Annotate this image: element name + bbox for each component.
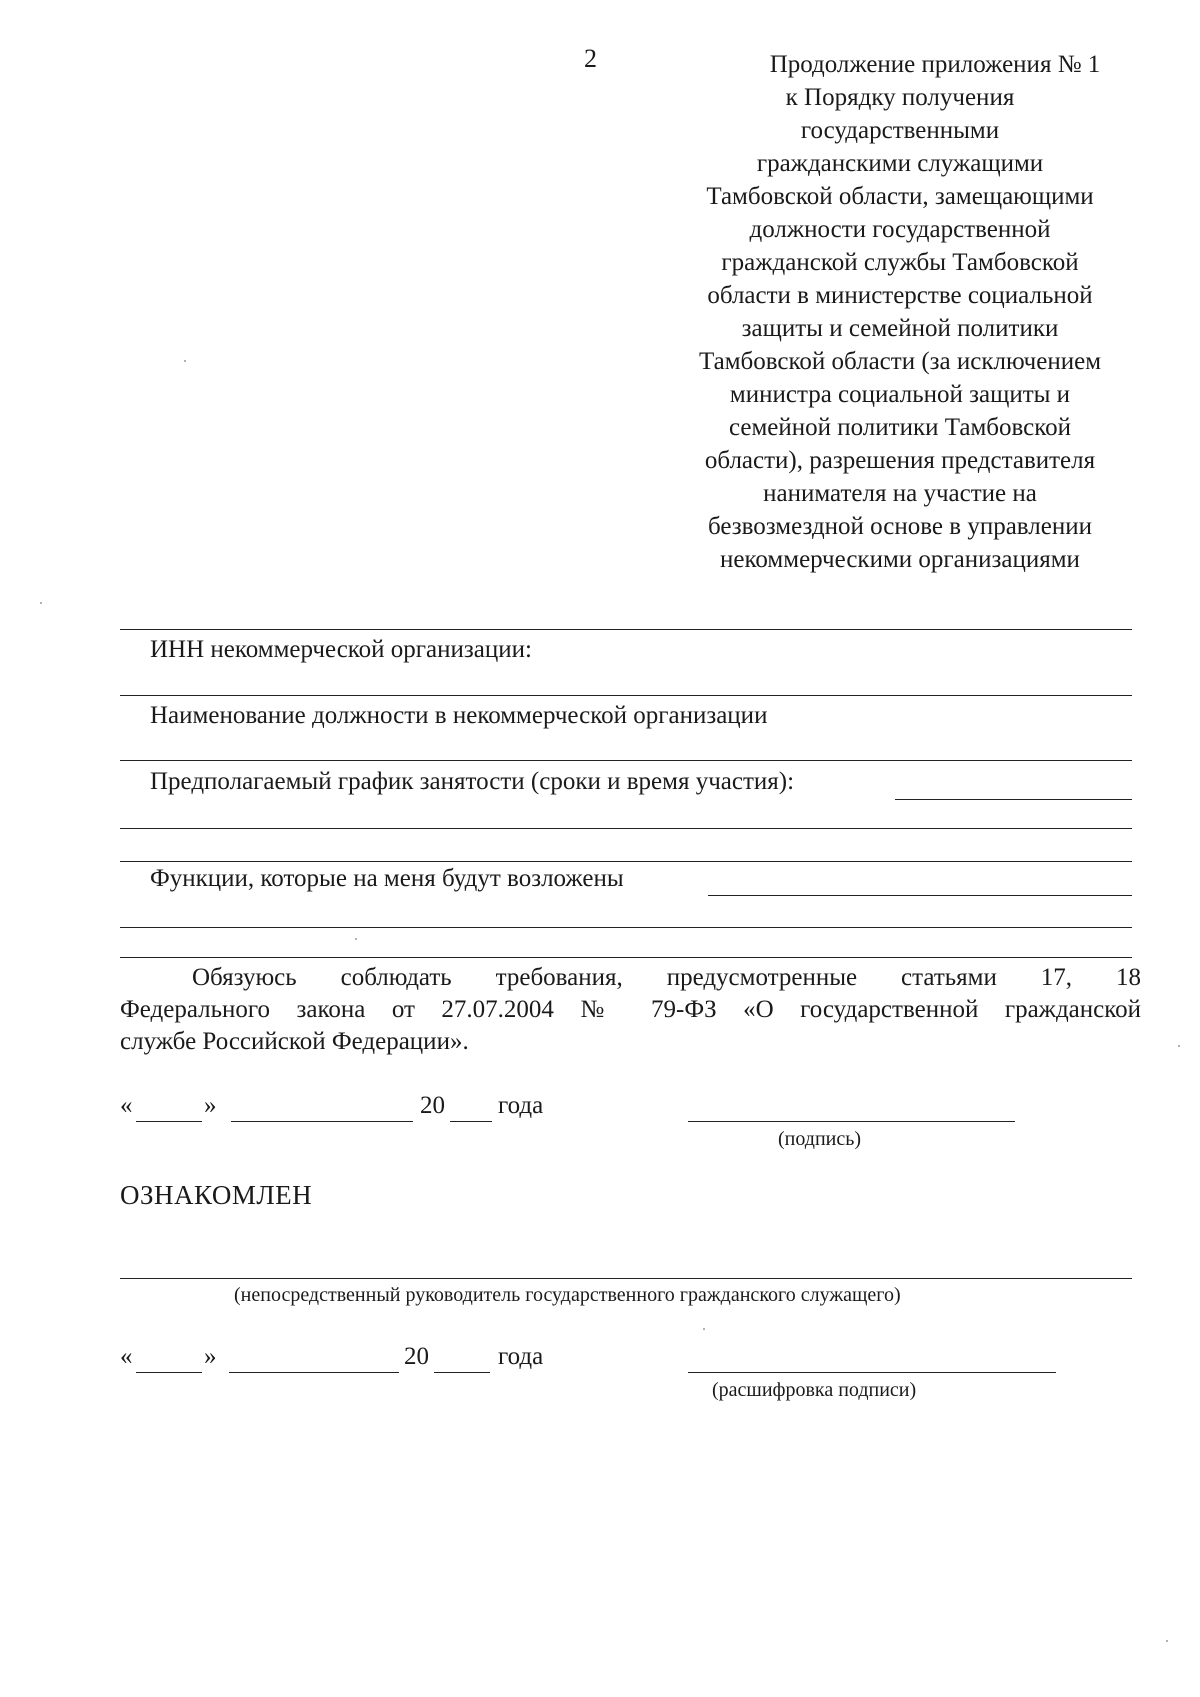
date2-month-field[interactable] bbox=[229, 1372, 399, 1373]
header-line: некоммерческими организациями bbox=[720, 546, 1080, 573]
obligation-paragraph bbox=[120, 962, 1141, 1058]
acknowledged-label: ОЗНАКОМЛЕН bbox=[120, 1180, 313, 1210]
signature-caption: (подпись) bbox=[778, 1128, 862, 1150]
decode-caption: (расшифровка подписи) bbox=[712, 1379, 917, 1401]
obligation-line: Федерального закона от 27.07.2004 № 79-ФЗ «О государственной гражданской bbox=[120, 996, 1141, 1023]
obligation-line: службе Российской Федерации». bbox=[120, 1028, 469, 1055]
header-line: защиты и семейной политики bbox=[741, 315, 1059, 342]
date2-close-quote: » bbox=[204, 1343, 217, 1370]
schedule-label: Предполагаемый график занятости (сроки и время участия): bbox=[150, 768, 795, 795]
header-line: Продолжение приложения № 1 bbox=[769, 51, 1101, 78]
schedule-input-line[interactable] bbox=[895, 799, 1132, 800]
form-line-schedule-2[interactable] bbox=[120, 861, 1132, 862]
header-line: Тамбовской области, замещающими bbox=[706, 183, 1094, 210]
date1-close-quote: » bbox=[204, 1092, 217, 1119]
header-line: Тамбовской области (за исключением bbox=[698, 348, 1102, 375]
header-line: должности государственной bbox=[749, 216, 1051, 243]
date2-open-quote: « bbox=[120, 1343, 133, 1370]
decode-signature-field[interactable] bbox=[688, 1372, 1056, 1373]
date2-year-field[interactable] bbox=[434, 1372, 490, 1373]
signature-field[interactable] bbox=[688, 1121, 1015, 1122]
scan-speck bbox=[355, 938, 357, 940]
date1-open-quote: « bbox=[120, 1092, 133, 1119]
supervisor-caption: (непосредственный руководитель государственного гражданского служащего) bbox=[234, 1284, 901, 1306]
date1-day-field[interactable] bbox=[136, 1121, 202, 1122]
header-line: гражданской службы Тамбовской bbox=[721, 249, 1079, 276]
header-line: к Порядку получения bbox=[785, 84, 1015, 111]
form-line-top[interactable] bbox=[120, 629, 1132, 630]
header-line: области), разрешения представителя bbox=[704, 447, 1096, 474]
functions-input-line[interactable] bbox=[708, 895, 1132, 896]
page-number: 2 bbox=[584, 44, 597, 73]
header-line: области в министерстве социальной bbox=[707, 282, 1093, 309]
position-label: Наименование должности в некоммерческой организации bbox=[150, 702, 768, 729]
date1-year-suffix: года bbox=[498, 1092, 544, 1119]
appendix-header bbox=[640, 48, 1160, 576]
date2-year-suffix: года bbox=[498, 1343, 544, 1370]
scan-speck bbox=[40, 602, 42, 604]
header-line: министра социальной защиты и bbox=[729, 381, 1071, 408]
date1-month-field[interactable] bbox=[231, 1121, 413, 1122]
form-line-functions-1[interactable] bbox=[120, 927, 1132, 928]
header-line: нанимателя на участие на bbox=[763, 480, 1037, 507]
scan-speck bbox=[184, 360, 186, 362]
header-line: государственными bbox=[800, 117, 1000, 144]
supervisor-field[interactable] bbox=[120, 1278, 1132, 1279]
form-line-position[interactable] bbox=[120, 760, 1132, 761]
form-line-schedule-1[interactable] bbox=[120, 828, 1132, 829]
header-line: безвозмездной основе в управлении bbox=[707, 513, 1092, 540]
inn-label: ИНН некоммерческой организации: bbox=[150, 636, 532, 663]
date1-year-field[interactable] bbox=[450, 1121, 492, 1122]
functions-label: Функции, которые на меня будут возложены bbox=[150, 865, 624, 892]
scan-speck bbox=[703, 1328, 705, 1330]
date2-day-field[interactable] bbox=[136, 1372, 202, 1373]
form-line-functions-2[interactable] bbox=[120, 957, 1132, 958]
header-line: семейной политики Тамбовской bbox=[728, 414, 1072, 441]
date2-year-prefix: 20 bbox=[404, 1343, 429, 1370]
scan-speck bbox=[1178, 1045, 1180, 1047]
header-line: гражданскими служащими bbox=[756, 150, 1044, 177]
scan-speck bbox=[1166, 1640, 1168, 1642]
form-line-inn[interactable] bbox=[120, 695, 1132, 696]
obligation-line: Обязуюсь соблюдать требования, предусмотренные статьями 17, 18 bbox=[192, 964, 1141, 991]
date1-year-prefix: 20 bbox=[420, 1092, 445, 1119]
